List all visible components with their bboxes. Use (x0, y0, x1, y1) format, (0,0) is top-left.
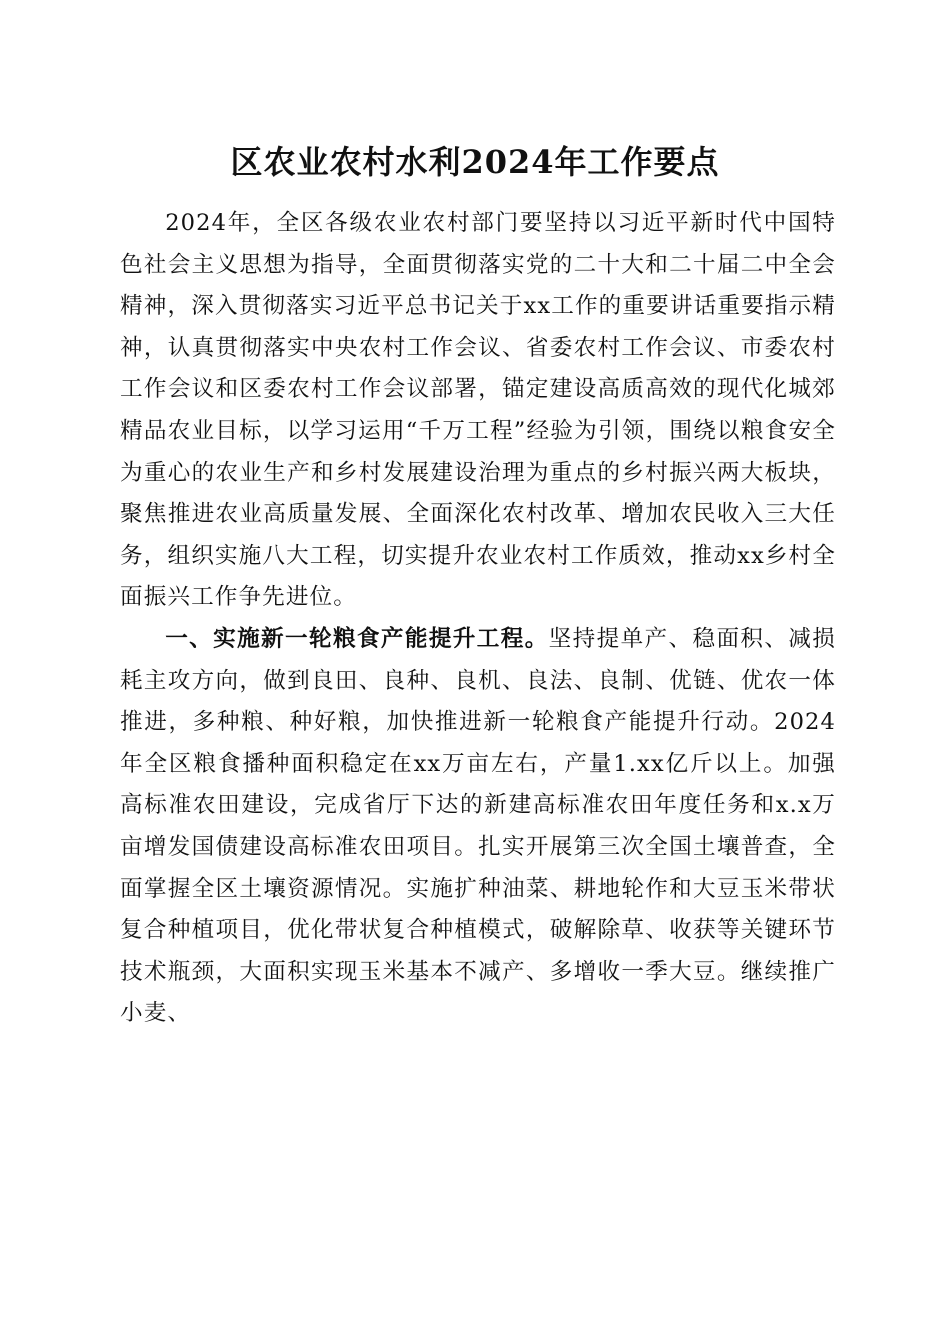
intro-paragraph: 2024年，全区各级农业农村部门要坚持以习近平新时代中国特色社会主义思想为指导，全面贯彻落实党的二十大和二十届二中全会精神，深入贯彻落实习近平总书记关于xx工作的重要讲话重要指示精神，认真贯彻落实中央农村工作会议、省委农村工作会议、市委农村工作会议和区委农村工作会议部署，锚定建设高质高效的现代化城郊精品农业目标，以学习运用“千万工程”经验为引领，围绕以粮食安全为重心的农业生产和乡村发展建设治理为重点的乡村振兴两大板块，聚焦推进农业高质量发展、全面深化农村改革、增加农民收入三大任务，组织实施八大工程，切实提升农业农村工作质效，推动xx乡村全面振兴工作争先进位。 (120, 210, 836, 611)
section-1-paragraph (120, 619, 836, 1035)
document-title: 区农业农村水利2024年工作要点 (230, 143, 720, 181)
document-body (120, 203, 836, 1035)
section-1-heading: 一、实施新一轮粮食产能提升工程。 (165, 625, 549, 652)
section-1-body: 坚持提单产、稳面积、减损耗主攻方向，做到良田、良种、良机、良法、良制、优链、优农一体推进，多种粮、种好粮，加快推进新一轮粮食产能提升行动。2024年全区粮食播种面积稳定在xx万亩左右，产量1.xx亿斤以上。加强高标准农田建设，完成省厅下达的新建高标准农田年度任务和x.x万亩增发国债建设高标准农田项目。扎实开展第三次全国土壤普查，全面掌握全区土壤资源情况。实施扩种油菜、耕地轮作和大豆玉米带状复合种植项目，优化带状复合种植模式，破解除草、收获等关键环节技术瓶颈，大面积实现玉米基本不减产、多增收一季大豆。继续推广小麦、 (120, 625, 837, 1027)
